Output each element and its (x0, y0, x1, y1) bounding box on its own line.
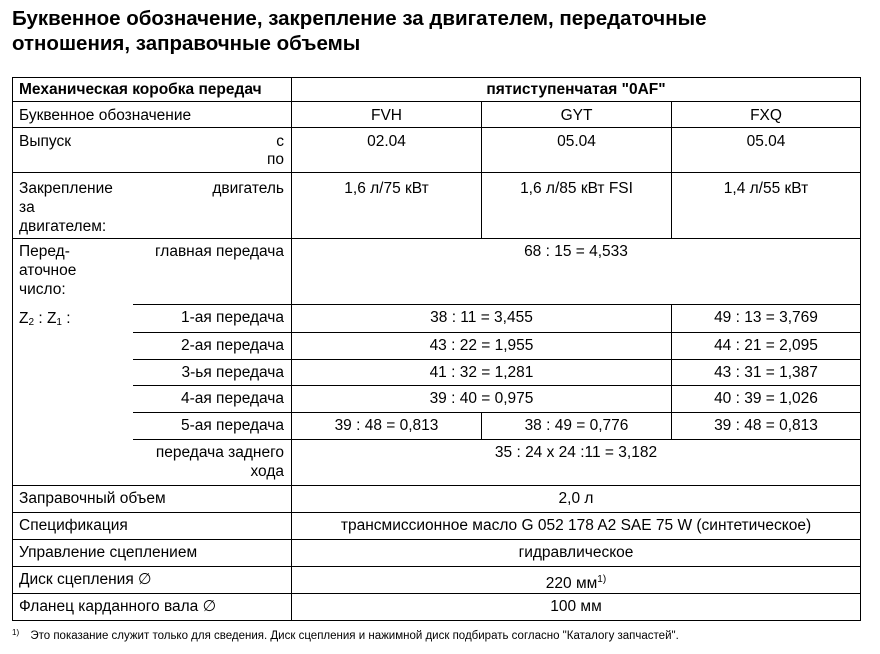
footnote (12, 628, 679, 642)
gear-value: 39 : 48 = 0,813 (714, 417, 818, 434)
gear-label: 3-ья передача (181, 364, 284, 381)
clutch-disc-size: 220 мм (545, 575, 598, 592)
ratio-label-1: Перед- (19, 243, 70, 260)
row-divider (13, 512, 860, 513)
row-divider (133, 332, 860, 333)
clutch-control-label: Управление сцеплением (19, 544, 198, 561)
gear-value: 40 : 39 = 1,026 (714, 390, 818, 407)
header-gearbox-type: пятиступенчатая "0AF" (486, 81, 666, 98)
gear-value: 39 : 48 = 0,813 (334, 417, 439, 434)
header-gearbox-label: Механическая коробка передач (19, 81, 262, 98)
row-divider (13, 485, 860, 486)
release-label: Выпуск (19, 133, 71, 150)
ratio-label-3: число: (19, 281, 66, 298)
spec-table (12, 77, 861, 621)
clutch-disc-label: Диск сцепления ∅ (19, 571, 152, 588)
row-divider (133, 385, 860, 386)
engine-value: 1,6 л/85 кВт FSI (520, 180, 633, 197)
clutch-control-value: гидравлическое (518, 544, 634, 561)
row-divider (13, 593, 860, 594)
title-line-1: Буквенное обозначение, закрепление за двигателем, передаточные (12, 7, 707, 30)
code-fxq: FXQ (750, 107, 782, 124)
reverse-value: 35 : 24 x 24 :11 = 3,182 (494, 444, 658, 461)
gear-value: 41 : 32 = 1,281 (429, 364, 534, 381)
engine-label-2: за (19, 199, 35, 216)
main-drive-label: главная передача (154, 243, 284, 260)
main-drive-value: 68 : 15 = 4,533 (524, 243, 628, 260)
engine-value: 1,4 л/55 кВт (723, 180, 809, 197)
release-value: 05.04 (746, 133, 786, 150)
release-to-label: по (266, 151, 284, 168)
z-subscript-2: 2 (28, 317, 35, 328)
code-fvh: FVH (371, 107, 402, 124)
row-divider (133, 412, 860, 413)
row-divider (13, 172, 860, 173)
spec-value: трансмиссионное масло G 052 178 A2 SAE 75 W (синтетическое) (340, 517, 812, 534)
row-divider (133, 439, 860, 440)
gear-label: 1-ая передача (180, 309, 284, 326)
release-value: 05.04 (557, 133, 596, 150)
z-symbol: Z (19, 310, 29, 327)
gear-value: 43 : 31 = 1,387 (714, 364, 818, 381)
release-from-label: с (276, 133, 284, 150)
engine-sublabel: двигатель (212, 180, 284, 197)
row-divider (13, 101, 860, 102)
reverse-label-1: передача заднего (155, 444, 284, 461)
flange-value: 100 мм (550, 598, 602, 615)
footnote-mark: 1) (12, 628, 20, 637)
spec-label: Спецификация (19, 517, 128, 534)
gear-label: 4-ая передача (180, 390, 284, 407)
page-title (12, 6, 707, 56)
gear-value: 38 : 49 = 0,776 (524, 417, 629, 434)
z-subscript-1: 1 (56, 317, 62, 328)
ratio-label-2: аточное (19, 262, 77, 279)
gear-value: 39 : 40 = 0,975 (429, 390, 534, 407)
ratio-formula (19, 309, 71, 332)
flange-label: Фланец карданного вала ∅ (19, 598, 217, 615)
gear-value: 44 : 21 = 2,095 (714, 337, 818, 354)
code-label: Буквенное обозначение (19, 107, 192, 124)
row-divider (133, 359, 860, 360)
row-divider (13, 539, 860, 540)
gear-value: 38 : 11 = 3,455 (430, 309, 533, 326)
clutch-disc-value (292, 570, 860, 593)
row-divider (13, 127, 860, 128)
row-divider (13, 566, 860, 567)
code-gyt: GYT (560, 107, 593, 124)
row-divider (133, 304, 860, 305)
fill-label: Заправочный объем (19, 490, 166, 507)
gear-label: 2-ая передача (180, 337, 284, 354)
gear-label: 5-ая передача (180, 417, 284, 434)
footnote-ref: 1) (597, 574, 607, 585)
engine-label-3: двигателем: (19, 218, 107, 235)
title-line-2: отношения, заправочные объемы (12, 32, 361, 55)
z-separator: : Z (34, 310, 57, 327)
release-value: 02.04 (367, 133, 406, 150)
engine-value: 1,6 л/75 кВт (344, 180, 429, 197)
gear-value: 49 : 13 = 3,769 (714, 309, 818, 326)
footnote-text: Это показание служит только для сведения. Диск сцепления и нажимной диск подбирать согласно "Каталогу запчастей". (30, 630, 679, 642)
fill-value: 2,0 л (558, 490, 594, 507)
reverse-label-2: хода (250, 463, 284, 480)
z-colon: : (61, 310, 71, 327)
engine-label-1: Закрепление (19, 180, 113, 197)
row-divider (13, 238, 860, 239)
gear-value: 43 : 22 = 1,955 (429, 337, 534, 354)
